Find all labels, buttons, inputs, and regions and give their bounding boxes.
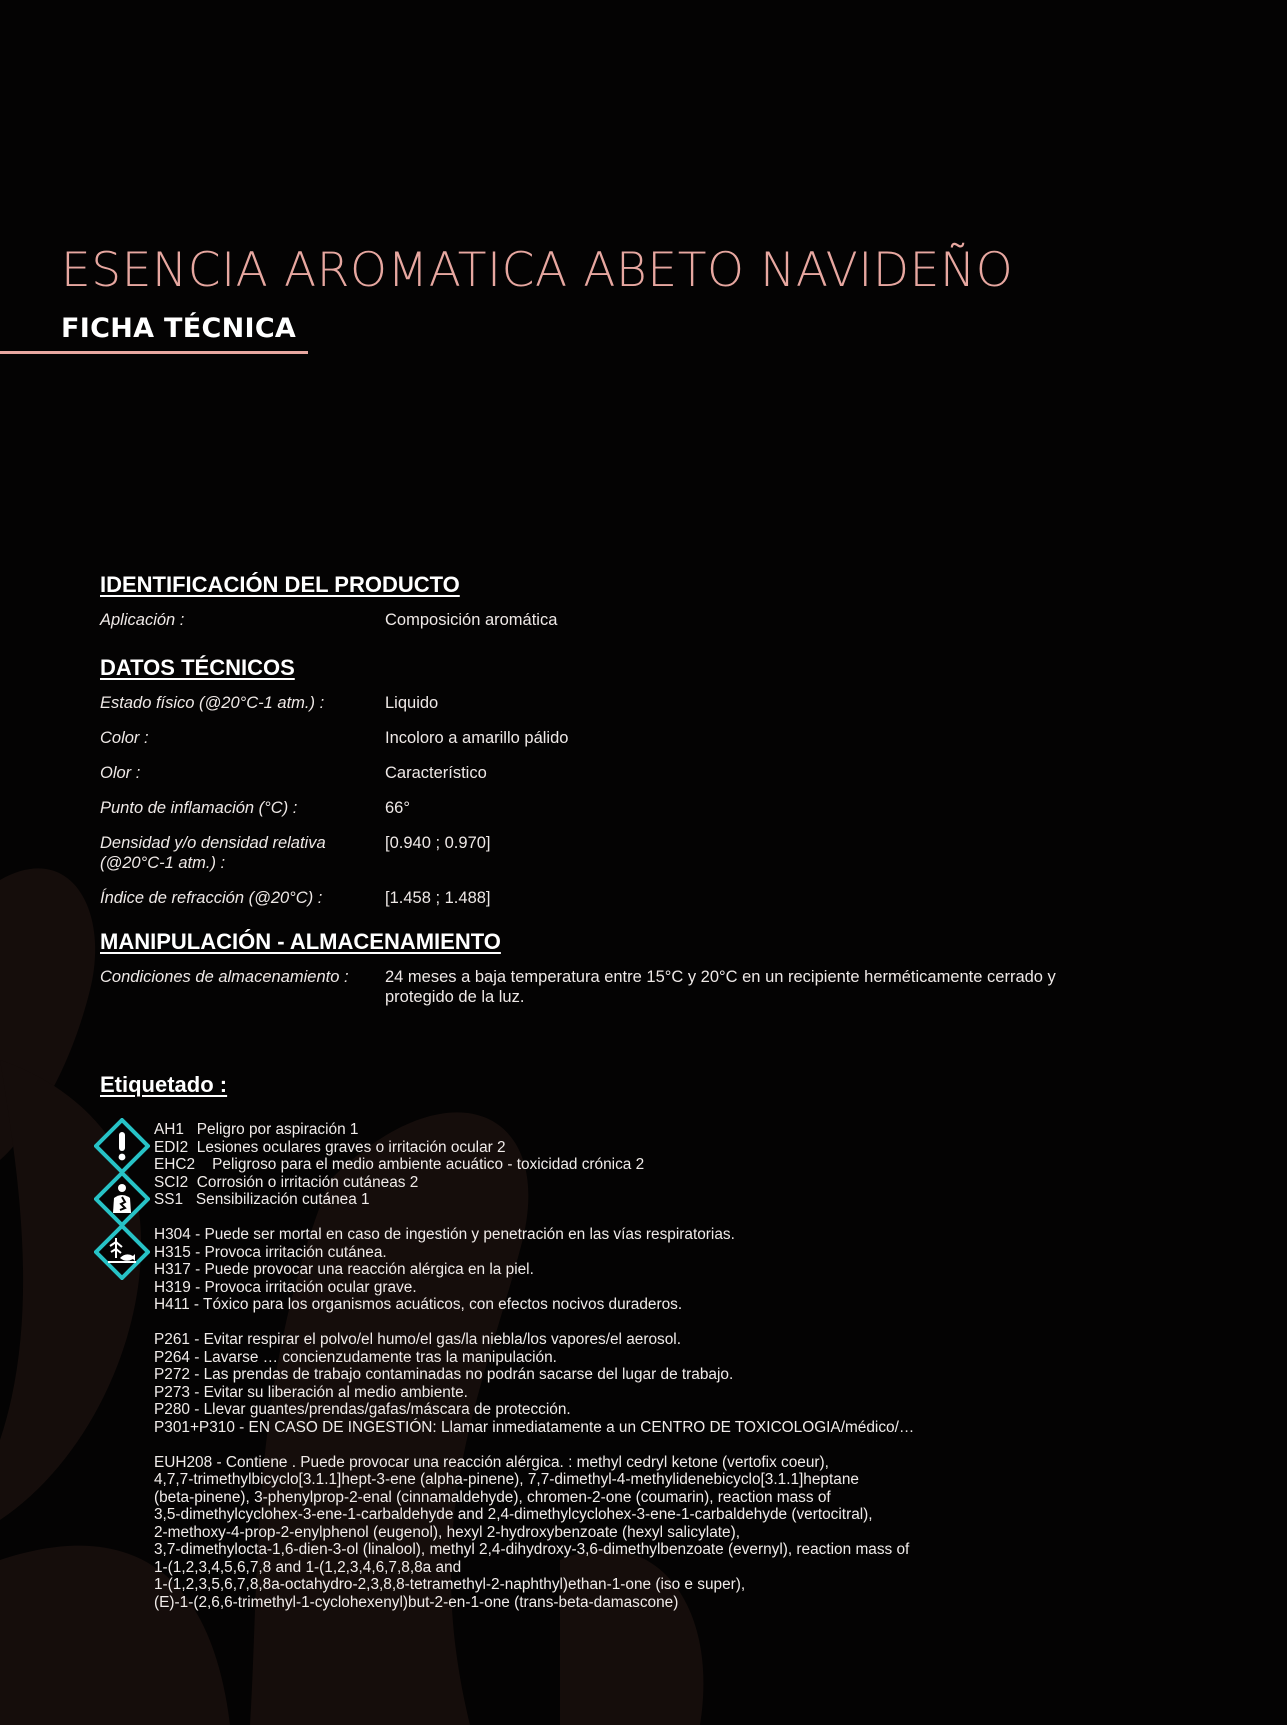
field-value: 24 meses a baja temperatura entre 15°C y 20°C en un recipiente herméticamente cerrado y protegido de la luz. [385, 968, 1056, 1006]
document-subtitle: FICHA TÉCNICA [61, 313, 297, 344]
euh-line: 1-(1,2,3,4,5,6,7,8 and 1-(1,2,3,4,6,7,8,8a and [154, 1558, 462, 1576]
field-value: Característico [385, 764, 487, 782]
field-label: Densidad y/o densidad relativa (@20°C-1 atm.) : [100, 834, 326, 872]
p-statement: P261 - Evitar respirar el polvo/el humo/el gas/la niebla/los vapores/el aerosol. [154, 1331, 681, 1348]
euh-line: 3,7-dimethylocta-1,6-dien-3-ol (linalool), methyl 2,4-dihydroxy-3,6-dimethylbenzoate (evernyl), reaction mass of [154, 1541, 910, 1558]
h-statement: H411 - Tóxico para los organismos acuáticos, con efectos nocivos duraderos. [154, 1296, 683, 1313]
section-etiquetado [100, 1072, 1180, 1098]
identificacion-table [100, 610, 1180, 645]
spacer [154, 1209, 1184, 1227]
hazard-class-line: AH1 Peligro por aspiración 1 [154, 1121, 359, 1138]
p-statement: P273 - Evitar su liberación al medio ambiente. [154, 1383, 468, 1401]
euh-line: 2-methoxy-4-prop-2-enylphenol (eugenol), hexyl 2-hydroxybenzoate (hexyl salicylate), [154, 1523, 740, 1541]
field-value: Composición aromática [385, 611, 558, 629]
field-label: Color : [100, 729, 149, 747]
section-heading: MANIPULACIÓN - ALMACENAMIENTO [100, 929, 501, 954]
page-title: ESENCIA AROMATICA ABETO NAVIDEÑO [61, 243, 1014, 298]
field-value: Liquido [385, 694, 439, 712]
h-statement: H317 - Puede provocar una reacción alérgica en la piel. [154, 1261, 534, 1278]
hazard-class-line: SCI2 Corrosión o irritación cutáneas 2 [154, 1173, 419, 1191]
field-value: [1.458 ; 1.488] [385, 889, 491, 907]
health-hazard-icon [94, 1171, 150, 1227]
section-heading: DATOS TÉCNICOS [100, 655, 295, 680]
ghs-pictograms [94, 1118, 152, 1284]
p-statement: P280 - Llevar guantes/prendas/gafas/máscara de protección. [154, 1401, 571, 1418]
field-value: [0.940 ; 0.970] [385, 834, 491, 852]
section-heading: Etiquetado : [100, 1072, 228, 1097]
euh-line: EUH208 - Contiene . Puede provocar una reacción alérgica. : methyl cedryl ketone (vertofix coeur), [154, 1453, 829, 1471]
exclamation-mark-icon [94, 1118, 150, 1174]
field-value: 66° [385, 799, 410, 817]
manipulacion-table [100, 967, 1180, 1007]
hazard-class-line: EHC2 Peligroso para el medio ambiente acuático - toxicidad crónica 2 [154, 1156, 645, 1173]
field-label: Condiciones de almacenamiento : [100, 968, 349, 986]
field-label: Aplicación : [100, 611, 185, 629]
p-statement: P301+P310 - EN CASO DE INGESTIÓN: Llamar inmediatamente a un CENTRO DE TOXICOLOGIA/médico/… [154, 1418, 915, 1436]
section-identificacion [100, 572, 1180, 645]
p-statement: P272 - Las prendas de trabajo contaminadas no podrán sacarse del lugar de trabajo. [154, 1366, 734, 1383]
spacer [154, 1436, 1184, 1454]
field-label: Punto de inflamación (°C) : [100, 799, 298, 817]
p-statement: P264 - Lavarse … concienzudamente tras la manipulación. [154, 1348, 557, 1366]
euh-line: (E)-1-(2,6,6-trimethyl-1-cyclohexenyl)but-2-en-1-one (trans-beta-damascone) [154, 1593, 679, 1611]
h-statement: H315 - Provoca irritación cutánea. [154, 1243, 387, 1261]
hazard-class-line: SS1 Sensibilización cutánea 1 [154, 1191, 370, 1208]
datos-table [100, 693, 1180, 915]
hazard-class-line: EDI2 Lesiones oculares graves o irritación ocular 2 [154, 1138, 506, 1156]
environment-icon [94, 1224, 150, 1280]
datasheet-body [100, 572, 1180, 1098]
h-statement: H304 - Puede ser mortal en caso de ingestión y penetración en las vías respiratorias. [154, 1226, 735, 1243]
labeling-statements [154, 1121, 1184, 1611]
subtitle-underline [0, 351, 308, 354]
field-value: Incoloro a amarillo pálido [385, 729, 569, 747]
euh-line: 3,5-dimethylcyclohex-3-ene-1-carbaldehyde and 2,4-dimethylcyclohex-3-ene-1-carbaldehyde (vertocitral), [154, 1506, 873, 1523]
spacer [154, 1314, 1184, 1332]
section-manipulacion [100, 929, 1180, 1007]
euh-line: 4,7,7-trimethylbicyclo[3.1.1]hept-3-ene (alpha-pinene), 7,7-dimethyl-4-methylidenebicyclo[3.1.1]heptane [154, 1471, 859, 1488]
field-label: Olor : [100, 764, 141, 782]
field-label: Estado físico (@20°C-1 atm.) : [100, 694, 325, 712]
field-label: Índice de refracción (@20°C) : [100, 889, 323, 907]
euh-line: (beta-pinene), 3-phenylprop-2-enal (cinnamaldehyde), chromen-2-one (coumarin), reaction mass of [154, 1488, 831, 1506]
h-statement: H319 - Provoca irritación ocular grave. [154, 1278, 417, 1296]
section-heading: IDENTIFICACIÓN DEL PRODUCTO [100, 572, 460, 597]
section-datos-tecnicos [100, 655, 1180, 915]
euh-line: 1-(1,2,3,5,6,7,8,8a-octahydro-2,3,8,8-tetramethyl-2-naphthyl)ethan-1-one (iso e super), [154, 1576, 746, 1593]
